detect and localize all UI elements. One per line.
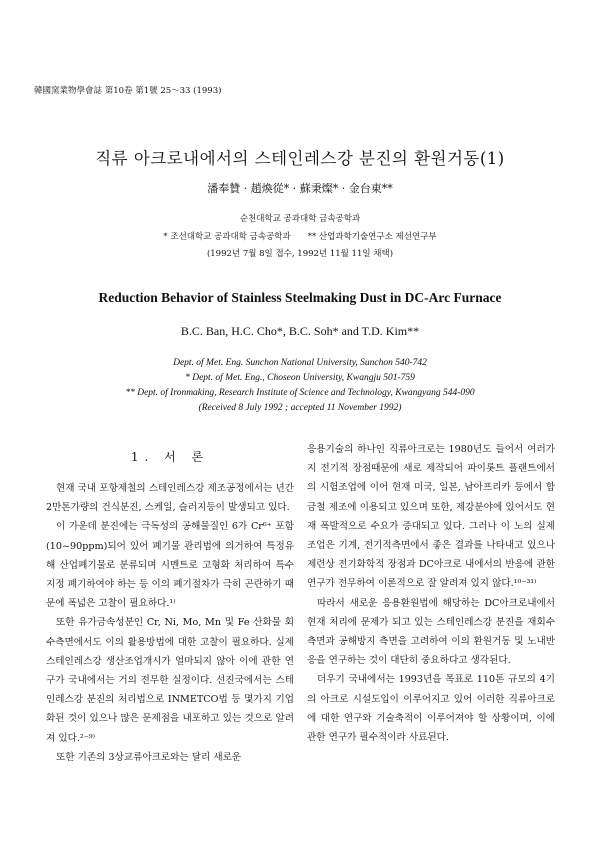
left-column (46, 440, 294, 767)
section-heading: 1. 서 론 (130, 450, 210, 464)
body-paragraph: 또한 기존의 3상교류아크로와는 달리 새로운 (56, 751, 242, 763)
korean-title: 직류 아크로내에서의 스테인레스강 분진의 환원거동(1) (95, 149, 505, 168)
english-authors: B.C. Ban, H.C. Cho*, B.C. Soh* and T.D. Kim** (180, 324, 420, 338)
korean-received-dates: (1992년 7월 8일 접수, 1992년 11월 11일 채택) (206, 249, 394, 259)
english-affiliation-2: * Dept. of Met. Eng., Choseon University, Kwangju 501-759 (185, 373, 415, 383)
right-column (307, 440, 555, 747)
english-received-dates: (Received 8 July 1992 ; accepted 11 November 1992) (198, 403, 402, 413)
korean-affiliation-2: * 조선대학교 공과대학 금속공학과 ** 산업과학기술연구소 제선연구부 (163, 232, 437, 242)
body-paragraph: 응용기술의 하나인 직류아크로는 1980년도 들어서 여러가지 전기적 장점때문에 새로 제작되어 파이롯트 플랜트에서의 시험조업에 이어 현재 미국, 일본, 남아프리카 등에서 합금철 제조에 이용되고 있으며 또한, 제강분야에 있어서도 현재 폭발적으로 수요가 증대되고 있다. 그러나 이 노의 실제조업은 기계, 전기적측면에서 좋은 결과를 나타내고 있으나 제련상 전기화학적 장점과 DC아크로 내에서의 반응에 관한 연구가 전무하여 이론적으로 잘 알려져 있지 않다.¹⁰⁻³¹⁾ (307, 444, 555, 590)
english-title: Reduction Behavior of Stainless Steelmaking Dust in DC-Arc Furnace (98, 290, 502, 305)
korean-authors: 潘奉贊 · 趙煥從* · 蘇秉燦* · 金台東** (207, 182, 393, 195)
body-paragraph: 더우기 국내에서는 1993년을 목표로 110톤 규모의 4기의 아크로 시설도입이 이루어지고 있어 이러한 직류아크로에 대한 연구와 기술축적이 이루어져야 할 상황이며, 이에 관한 연구가 필수적이라 사료된다. (307, 674, 555, 744)
body-paragraph: 따라서 새로운 응용환원법에 해당하는 DC아크로내에서 현재 처리에 문제가 되고 있는 스테인레스강 분진을 재회수 측면과 공해방지 측면을 고려하여 이의 환원거동 및 노내반응을 연구하는 것이 대단히 중요하다고 생각된다. (307, 597, 555, 667)
english-affiliation-3: ** Dept. of Ironmaking, Research Institute of Science and Technology, Kwangyang 544-090 (125, 388, 475, 398)
body-paragraph: 또한 유가금속성분인 Cr, Ni, Mo, Mn 및 Fe 산화물 회수측면에서도 이의 활용방법에 대한 고찰이 필요하다. 실제 스테인레스강 생산조업개시가 얼마되지 않아 이에 관한 연구가 국내에서는 거의 전무한 실정이다. 선진국에서는 스테인레스강 분진의 처리법으로 INMETCO법 등 몇가지 기업화된 것이 있으나 많은 문제점을 내포하고 있는 것으로 알려져 있다.²⁻⁹⁾ (46, 617, 294, 744)
body-paragraph: 현재 국내 포항제철의 스테인레스강 제조공정에서는 년간 2만톤가량의 건식분진, 스케일, 슬러지등이 발생되고 있다. (46, 483, 294, 514)
body-paragraph: 이 가운데 분진에는 극독성의 공해물질인 6가 Cr⁶⁺ 포함(10~90ppm)되어 있어 폐기물 관리법에 의거하여 특정유해 산업폐기물로 분류되며 시멘트로 고형화 처리하여 특수지정 폐기하여야 하는 등 이의 폐기절차가 극히 곤란하기 때문에 폭넓은 고찰이 필요하다.¹⁾ (46, 521, 294, 610)
english-affiliation-1: Dept. of Met. Eng. Sunchon National University, Sunchon 540-742 (173, 358, 427, 368)
journal-citation: 韓國窯業物學會誌 第10卷 第1號 25～33 (1993) (34, 86, 222, 96)
korean-affiliation-1: 순천대학교 공과대학 금속공학과 (239, 214, 361, 224)
